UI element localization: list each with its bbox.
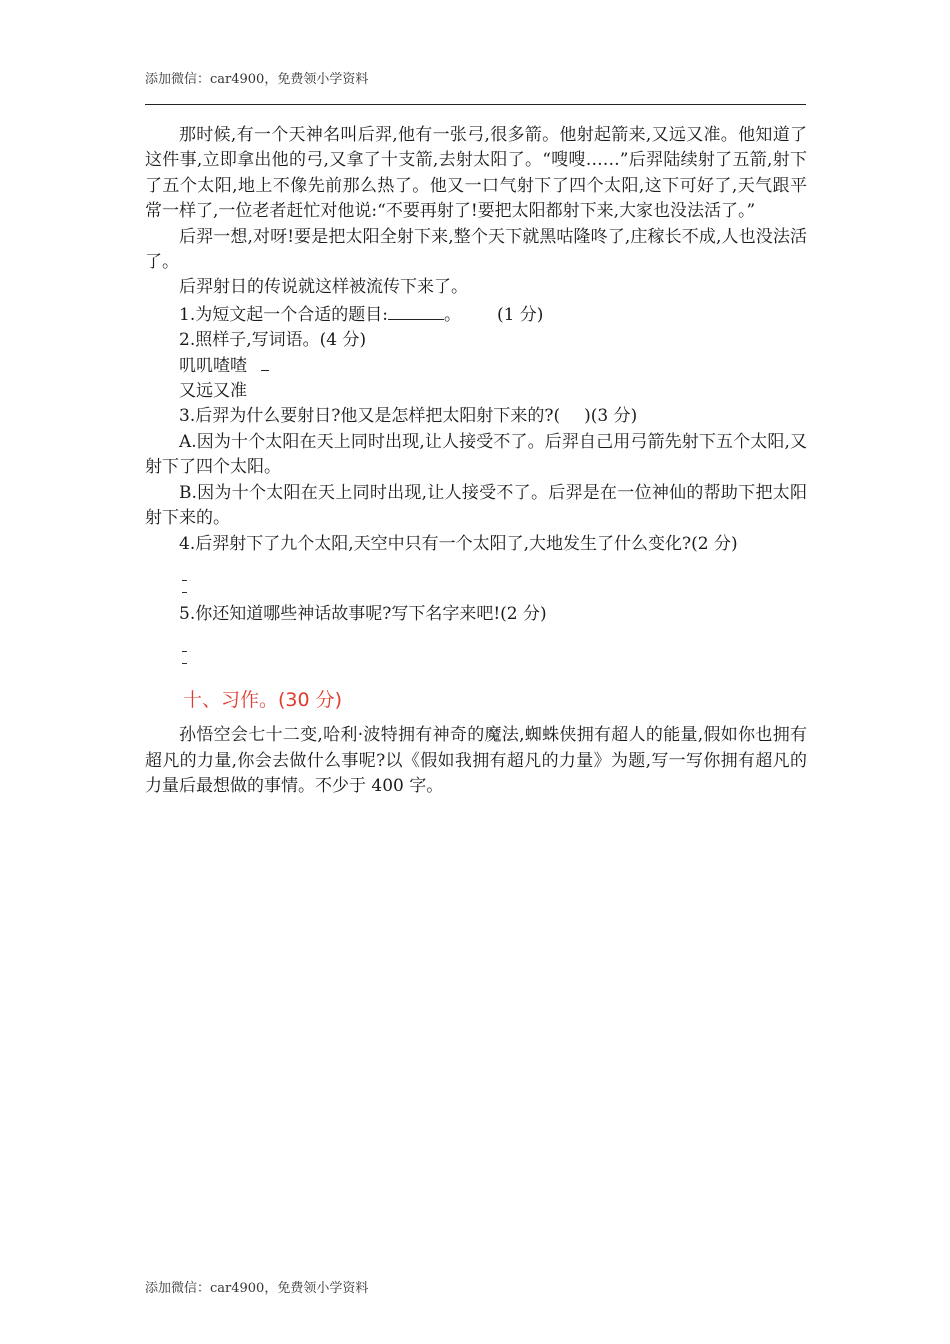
question-4: 4.后羿射下了九个太阳,天空中只有一个太阳了,大地发生了什么变化?(2 分) — [179, 533, 738, 554]
question-3 — [145, 404, 807, 429]
question-2-answer-blank[interactable] — [261, 354, 269, 371]
question-1-score: (1 分) — [496, 304, 544, 325]
question-1-end: 。 — [443, 304, 461, 325]
question-5-answer-line-1[interactable] — [145, 634, 807, 659]
question-5: 5.你还知道哪些神话故事呢?写下名字来吧!(2 分) — [179, 604, 547, 625]
question-3-text: 3.后羿为什么要射日?他又是怎样把太阳射下来的?( — [179, 406, 561, 427]
question-4-answer-line-1[interactable] — [145, 563, 807, 588]
question-2: 2.照样子,写词语。(4 分) — [179, 330, 367, 351]
story-paragraph-1: 那时候,有一个天神名叫后羿,他有一张弓,很多箭。他射起箭来,又远又准。他知道了这件事,立即拿出他的弓,又拿了十支箭,去射太阳了。“嗖嗖……”后羿陆续射了五箭,射下了五个太阳,地上不像先前那么热了。他又一口气射下了四个太阳,这下可好了,天气跟平常一样了,一位老者赶忙对他说:“不要再射了!要把太阳都射下来,大家也没法活了。” — [145, 125, 807, 222]
footer-note: 添加微信：car4900，免费领小学资料 — [145, 1281, 369, 1296]
question-3-option-b: B.因为十个太阳在天上同时出现,让人接受不了。后羿是在一位神仙的帮助下把太阳射下来的。 — [145, 482, 807, 529]
question-1-text: 1.为短文起一个合适的题目: — [179, 304, 388, 325]
question-2-example-2: 又远又准 — [179, 381, 247, 402]
header-note: 添加微信：car4900，免费领小学资料 — [145, 72, 369, 87]
composition-title: 十、习作。(30 分) — [183, 689, 343, 712]
question-5-answer-line-2[interactable] — [145, 659, 807, 675]
composition-prompt: 孙悟空会七十二变,哈利·波特拥有神奇的魔法,蜘蛛侠拥有超人的能量,假如你也拥有超凡的力量,你会去做什么事呢?以《假如我拥有超凡的力量》为题,写一写你拥有超凡的力量后最想做的事情。不少于 400 字。 — [145, 725, 807, 796]
header-rule — [145, 104, 806, 105]
question-3-end: )(3 分) — [584, 406, 638, 427]
question-2-example-1 — [145, 354, 807, 379]
question-4-answer-line-2[interactable] — [145, 588, 807, 602]
question-1 — [145, 301, 807, 328]
story-paragraph-2: 后羿一想,对呀!要是把太阳全射下来,整个天下就黑咕隆咚了,庄稼长不成,人也没法活了。 — [145, 226, 807, 273]
document-body — [145, 123, 807, 799]
question-2-example-1-text: 叽叽喳喳 — [179, 355, 247, 376]
question-3-option-a: A.因为十个太阳在天上同时出现,让人接受不了。后羿自己用弓箭先射下五个太阳,又射下了四个太阳。 — [145, 431, 807, 478]
story-paragraph-3: 后羿射日的传说就这样被流传下来了。 — [179, 277, 468, 298]
question-1-answer-blank[interactable] — [388, 301, 444, 320]
